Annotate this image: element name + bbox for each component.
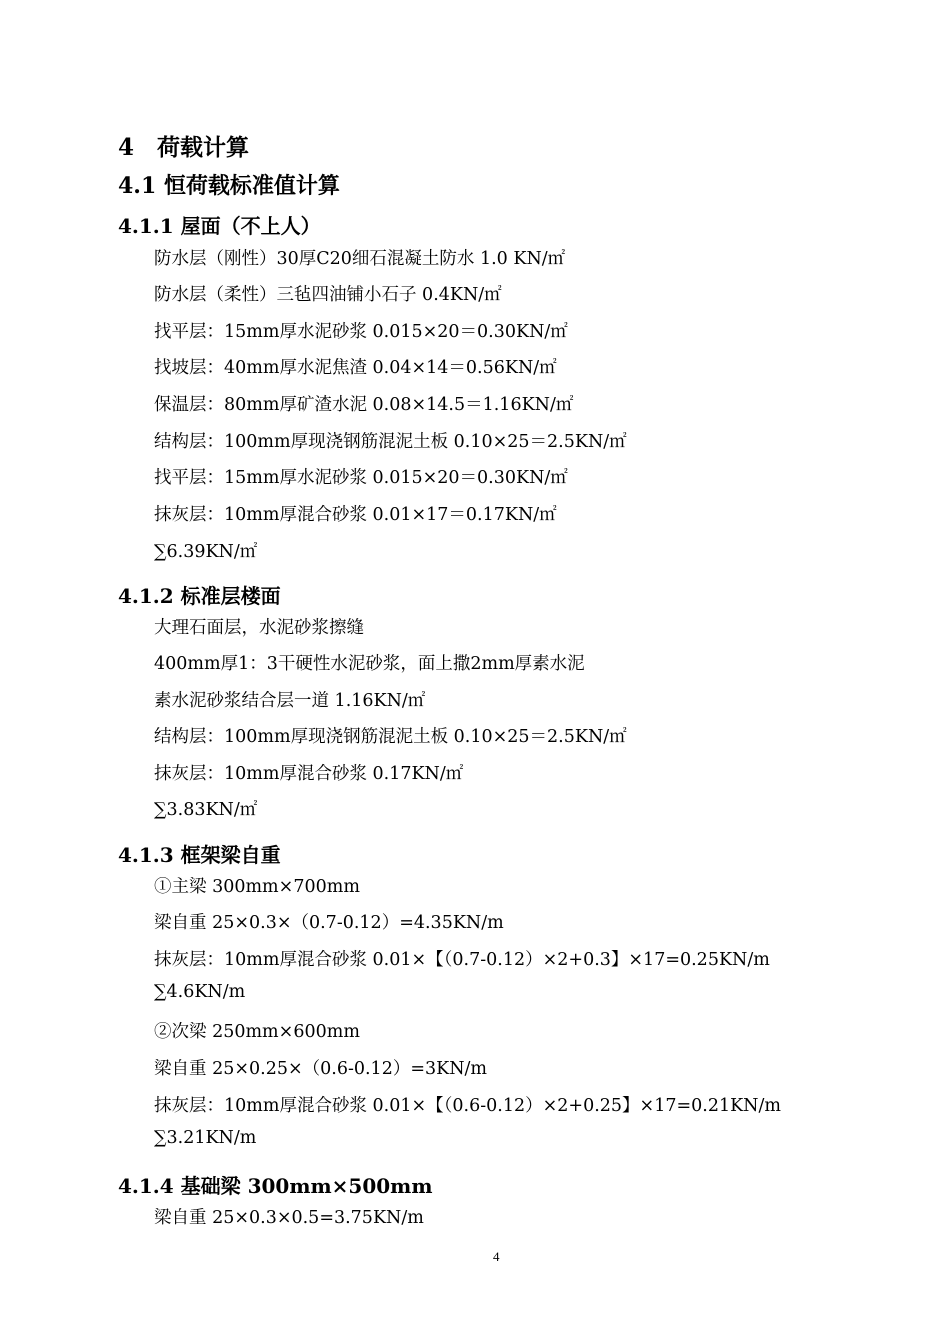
- beam-line-3: 抹灰层：10mm厚混合砂浆 0.01×【（0.7-0.12）×2+0.3】×17=0.25KN/m: [154, 950, 770, 970]
- roof-line-5: 保温层：80mm厚矿渣水泥 0.08×14.5＝1.16KN/㎡: [154, 395, 574, 415]
- subsection-title-4-1-4: 4.1.4 基础梁 300mm×500mm: [118, 1174, 433, 1198]
- subsection-title-4-1-2: 4.1.2 标准层楼面: [118, 584, 281, 608]
- beam-line-5: ②次梁 250mm×600mm: [154, 1022, 360, 1042]
- roof-line-3: 找平层：15mm厚水泥砂浆 0.015×20＝0.30KN/㎡: [154, 322, 568, 342]
- subsection-title-4-1-3: 4.1.3 框架梁自重: [118, 843, 281, 867]
- roof-sum: ∑6.39KN/㎡: [154, 542, 258, 562]
- section-title-4-1: 4.1 恒荷载标准值计算: [118, 173, 340, 199]
- subsection-title-4-1-1: 4.1.1 屋面（不上人）: [118, 214, 321, 238]
- roof-line-6: 结构层：100mm厚现浇钢筋混泥土板 0.10×25＝2.5KN/㎡: [154, 432, 627, 452]
- floor-line-2: 400mm厚1：3干硬性水泥砂浆，面上撒2mm厚素水泥: [154, 654, 585, 674]
- roof-line-2: 防水层（柔性）三毡四油铺小石子 0.4KN/㎡: [154, 285, 502, 305]
- roof-line-7: 找平层：15mm厚水泥砂浆 0.015×20＝0.30KN/㎡: [154, 468, 568, 488]
- beam-sum-1: ∑4.6KN/m: [154, 982, 246, 1002]
- foundation-line-1: 梁自重 25×0.3×0.5=3.75KN/m: [154, 1208, 424, 1228]
- beam-line-6: 梁自重 25×0.25×（0.6-0.12）=3KN/m: [154, 1059, 488, 1079]
- floor-line-3: 素水泥砂浆结合层一道 1.16KN/㎡: [154, 691, 426, 711]
- roof-line-4: 找坡层：40mm厚水泥焦渣 0.04×14＝0.56KN/㎡: [154, 358, 557, 378]
- chapter-title: 4 荷载计算: [118, 134, 250, 161]
- beam-sum-2: ∑3.21KN/m: [154, 1128, 257, 1148]
- floor-line-4: 结构层：100mm厚现浇钢筋混泥土板 0.10×25＝2.5KN/㎡: [154, 727, 627, 747]
- beam-line-7: 抹灰层：10mm厚混合砂浆 0.01×【（0.6-0.12）×2+0.25】×17=0.21KN/m: [154, 1096, 781, 1116]
- roof-line-8: 抹灰层：10mm厚混合砂浆 0.01×17＝0.17KN/㎡: [154, 505, 557, 525]
- beam-line-2: 梁自重 25×0.3×（0.7-0.12）=4.35KN/m: [154, 913, 504, 933]
- beam-line-1: ①主梁 300mm×700mm: [154, 877, 360, 897]
- page-number: 4: [493, 1249, 500, 1264]
- floor-sum: ∑3.83KN/㎡: [154, 800, 258, 820]
- roof-line-1: 防水层（刚性）30厚C20细石混凝土防水 1.0 KN/㎡: [154, 249, 566, 269]
- floor-line-1: 大理石面层，水泥砂浆擦缝: [154, 618, 364, 638]
- floor-line-5: 抹灰层：10mm厚混合砂浆 0.17KN/㎡: [154, 764, 464, 784]
